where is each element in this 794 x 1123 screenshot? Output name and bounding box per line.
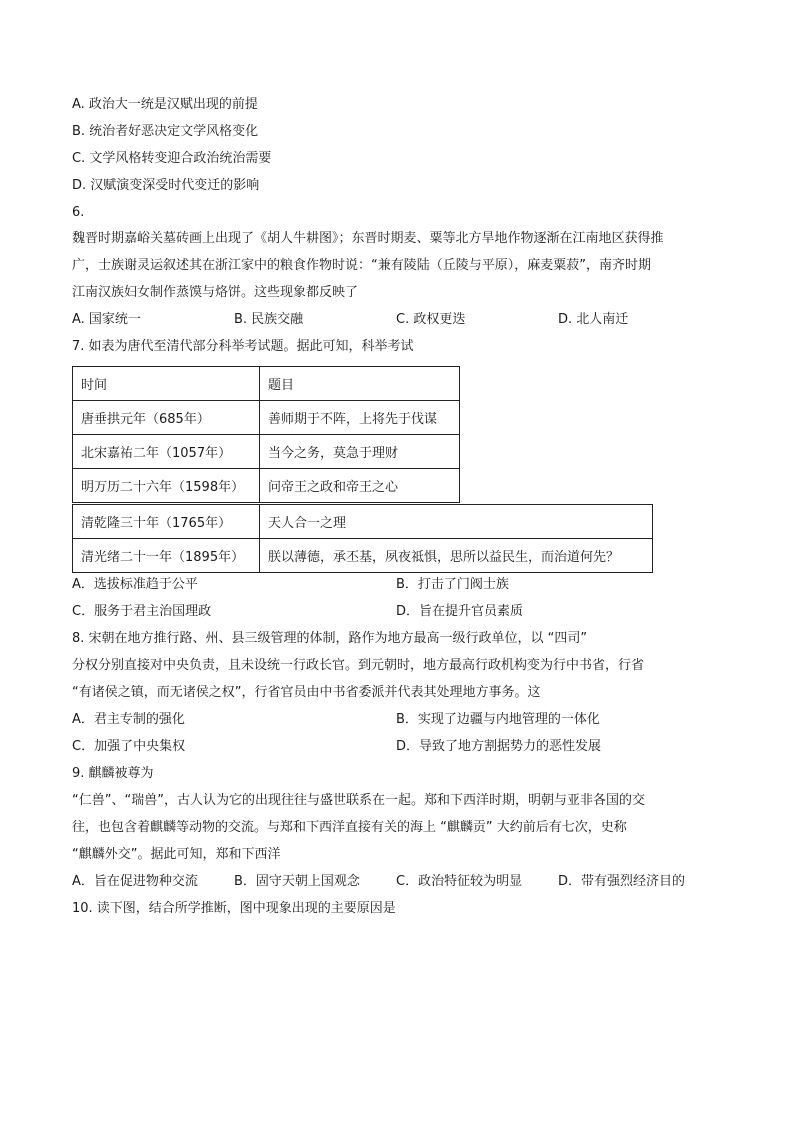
q9-option-d: D．带有强烈经济目的 bbox=[558, 874, 686, 889]
q9-option-b: B．固守天朝上国观念 bbox=[234, 874, 360, 889]
q8-option-d: D．导致了地方割据势力的恶性发展 bbox=[396, 739, 602, 754]
q5-option-d: D. 汉赋演变深受时代变迁的影响 bbox=[72, 178, 260, 193]
q5-option-b: B. 统治者好恶决定文学风格变化 bbox=[72, 124, 259, 139]
cell-topic: 当今之务，莫急于理财 bbox=[260, 435, 460, 469]
q6-option-b: B. 民族交融 bbox=[234, 312, 304, 327]
table-row bbox=[73, 401, 460, 435]
cell-time: 唐垂拱元年（685年） bbox=[73, 401, 260, 435]
cell-topic: 天人合一之理 bbox=[260, 505, 653, 539]
q7-option-c: C．服务于君主治国理政 bbox=[72, 604, 212, 619]
cell-time: 明万历二十六年（1598年） bbox=[73, 469, 260, 503]
q8-option-c: C．加强了中央集权 bbox=[72, 739, 186, 754]
cell-time: 清光绪二十一年（1895年） bbox=[73, 539, 260, 573]
header-time: 时间 bbox=[73, 367, 260, 401]
q6-stem-line-2: 广，士族谢灵运叙述其在浙江家中的粮食作物时说：“兼有陵陆（丘陵与平原），麻麦粟菽”，南齐时期 bbox=[72, 258, 651, 273]
table-header-row bbox=[73, 367, 460, 401]
q6-option-c: C. 政权更迭 bbox=[396, 312, 466, 327]
cell-topic: 问帝王之政和帝王之心 bbox=[260, 469, 460, 503]
q7-option-b: B．打击了门阀士族 bbox=[396, 577, 509, 592]
header-topic: 题目 bbox=[260, 367, 460, 401]
q8-option-a: A．君主专制的强化 bbox=[72, 712, 185, 727]
q8-stem-line-3: “有诸侯之镇，而无诸侯之权”，行省官员由中书省委派并代表其处理地方事务。这 bbox=[72, 685, 541, 700]
q10-stem: 10. 读下图，结合所学推断，图中现象出现的主要原因是 bbox=[72, 901, 396, 916]
q7-table-upper bbox=[72, 366, 460, 503]
table-row bbox=[73, 435, 460, 469]
q9-stem-line-4: “麒麟外交”。据此可知，郑和下西洋 bbox=[72, 847, 281, 862]
q9-stem-line-2: “仁兽”、“瑞兽”，古人认为它的出现往往与盛世联系在一起。郑和下西洋时期，明朝与亚非各国的交 bbox=[72, 793, 645, 808]
cell-time: 清乾隆三十年（1765年） bbox=[73, 505, 260, 539]
table-row bbox=[73, 539, 653, 573]
q6-stem-line-3: 江南汉族妇女制作蒸馍与烙饼。这些现象都反映了 bbox=[72, 285, 359, 300]
cell-topic: 朕以薄德，承丕基，夙夜祗惧，思所以益民生，而治道何先？ bbox=[260, 539, 653, 573]
q7-table-lower bbox=[72, 504, 653, 573]
cell-time: 北宋嘉祐二年（1057年） bbox=[73, 435, 260, 469]
q5-option-a: A. 政治大一统是汉赋出现的前提 bbox=[72, 97, 258, 112]
q5-option-c: C. 文学风格转变迎合政治统治需要 bbox=[72, 151, 272, 166]
q8-option-b: B．实现了边疆与内地管理的一体化 bbox=[396, 712, 600, 727]
q6-number: 6. bbox=[72, 205, 85, 220]
q7-stem: 7. 如表为唐代至清代部分科举考试题。据此可知，科举考试 bbox=[72, 339, 414, 354]
q6-option-d: D. 北人南迁 bbox=[558, 312, 629, 327]
cell-topic: 善师期于不阵，上将先于伐谋 bbox=[260, 401, 460, 435]
q8-stem-line-1: 8. 宋朝在地方推行路、州、县三级管理的体制，路作为地方最高一级行政单位，以 “四司” bbox=[72, 631, 588, 646]
q6-option-a: A. 国家统一 bbox=[72, 312, 141, 327]
q8-stem-line-2: 分权分别直接对中央负责，且未设统一行政长官。到元朝时，地方最高行政机构变为行中书省，行省 bbox=[72, 658, 645, 673]
q6-stem-line-1: 魏晋时期嘉峪关墓砖画上出现了《胡人牛耕图》；东晋时期麦、粟等北方旱地作物逐渐在江南地区获得推 bbox=[72, 231, 664, 246]
q9-stem-line-3: 往，也包含着麒麟等动物的交流。与郑和下西洋直接有关的海上 “麒麟贡” 大约前后有七次，史称 bbox=[72, 820, 627, 835]
q9-stem-line-1: 9. 麒麟被尊为 bbox=[72, 766, 154, 781]
q9-option-a: A．旨在促进物种交流 bbox=[72, 874, 198, 889]
q7-option-a: A．选拔标准趋于公平 bbox=[72, 577, 198, 592]
q7-option-d: D．旨在提升官员素质 bbox=[396, 604, 524, 619]
table-row bbox=[73, 505, 653, 539]
q9-option-c: C．政治特征较为明显 bbox=[396, 874, 523, 889]
table-row bbox=[73, 469, 460, 503]
